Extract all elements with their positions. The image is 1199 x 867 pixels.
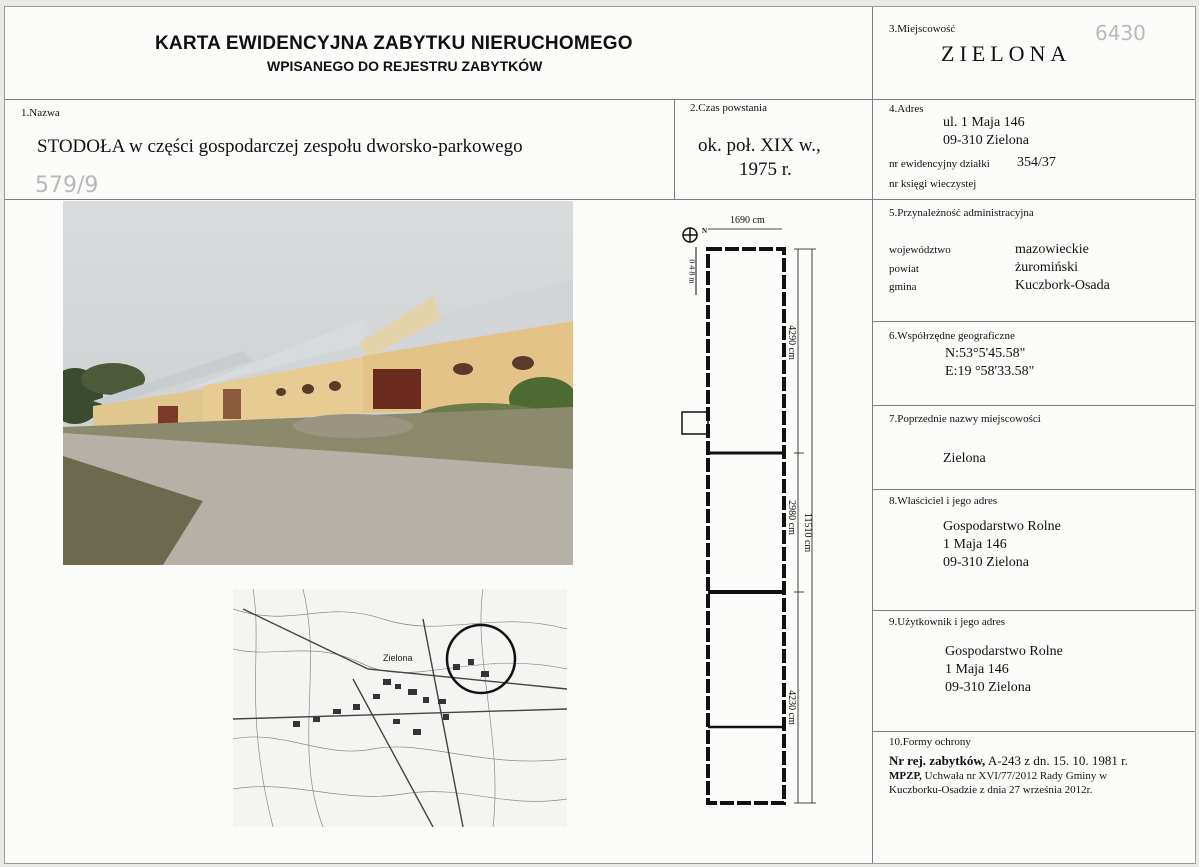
ksiega-label: nr księgi wieczystej xyxy=(889,178,977,190)
uzytkownik-line1: Gospodarstwo Rolne xyxy=(945,644,1063,659)
wojewodztwo-value: mazowieckie xyxy=(1015,242,1089,257)
uzytkownik-line2: 1 Maja 146 xyxy=(945,662,1009,677)
czas-line1: ok. poł. XIX w., xyxy=(698,135,821,156)
map-town-label: Zielona xyxy=(383,653,413,663)
barn-photo xyxy=(63,201,573,565)
plan-seg3-label: 4230 cm xyxy=(785,690,797,725)
dzialka-label: nr ewidencyjny działki xyxy=(889,158,990,170)
miejscowosc-label: 3.Miejscowość xyxy=(889,23,956,35)
plan-seg2-label: 2980 cm xyxy=(785,500,797,535)
plan-total-label: 11510 cm xyxy=(802,512,814,553)
wlasciciel-line3: 09-310 Zielona xyxy=(943,555,1029,570)
formy-mpzp-bold: MPZP, xyxy=(889,770,922,782)
plan-width-label: 1690 cm xyxy=(730,215,765,226)
uzytkownik-line3: 09-310 Zielona xyxy=(945,680,1031,695)
wspolrzedne-label: 6.Współrzędne geograficzne xyxy=(889,330,1015,342)
wlasciciel-label: 8.Właściciel i jego adres xyxy=(889,495,998,507)
location-map xyxy=(233,589,567,827)
card-subtitle: WPISANEGO DO REJESTRU ZABYTKÓW xyxy=(267,58,543,74)
adres-street: ul. 1 Maja 146 xyxy=(943,115,1025,130)
row-divider xyxy=(872,321,1195,322)
czas-line2: 1975 r. xyxy=(739,159,792,180)
czas-label: 2.Czas powstania xyxy=(690,102,767,114)
powiat-label: powiat xyxy=(889,263,919,275)
nazwa-value: STODOŁA w części gospodarczej zespołu dworsko-parkowego xyxy=(37,136,523,157)
row-divider xyxy=(872,731,1195,732)
wlasciciel-line2: 1 Maja 146 xyxy=(943,537,1007,552)
formy-rejestr-text: A-243 z dn. 15. 10. 1981 r. xyxy=(985,753,1128,768)
row-divider xyxy=(872,610,1195,611)
powiat-value: żuromiński xyxy=(1015,260,1078,275)
handwritten-number: 579/9 xyxy=(35,173,99,198)
column-divider xyxy=(872,7,873,863)
adres-label: 4.Adres xyxy=(889,103,924,115)
row-divider xyxy=(872,489,1195,490)
formy-rejestr-bold: Nr rej. zabytków, xyxy=(889,753,986,768)
gmina-value: Kuczbork-Osada xyxy=(1015,278,1110,293)
uzytkownik-label: 9.Użytkownik i jego adres xyxy=(889,616,1006,628)
adres-postal: 09-310 Zielona xyxy=(943,133,1029,148)
card-title: KARTA EWIDENCYJNA ZABYTKU NIERUCHOMEGO xyxy=(155,33,633,54)
floor-plan xyxy=(670,207,835,817)
dzialka-value: 354/37 xyxy=(1017,155,1056,170)
plan-seg1-label: 4290 cm xyxy=(785,325,797,360)
plan-scale-label: 0 4 8 m xyxy=(687,259,697,284)
wojewodztwo-label: województwo xyxy=(889,244,951,256)
formy-rejestr xyxy=(889,753,1128,769)
wlasciciel-line1: Gospodarstwo Rolne xyxy=(943,519,1061,534)
formy-label: 10.Formy ochrony xyxy=(889,736,971,748)
wspolrzedne-n: N:53°5'45.58" xyxy=(945,346,1026,361)
formy-mpzp-line2: Kuczborku-Osadzie z dnia 27 września 2012r. xyxy=(889,784,1093,796)
row-divider xyxy=(872,405,1195,406)
gmina-label: gmina xyxy=(889,281,917,293)
formy-mpzp-text: Uchwała nr XVI/77/2012 Rady Gminy w xyxy=(921,770,1108,782)
row-divider xyxy=(5,99,1195,100)
wspolrzedne-e: E:19 °58'33.58" xyxy=(945,364,1035,379)
column-divider-small xyxy=(674,99,675,199)
plan-north-label: N xyxy=(702,227,708,235)
miejscowosc-value: ZIELONA xyxy=(941,41,1072,66)
nazwa-label: 1.Nazwa xyxy=(21,107,60,119)
poprzednie-label: 7.Poprzednie nazwy miejscowości xyxy=(889,413,1041,425)
poprzednie-value: Zielona xyxy=(943,451,986,466)
przynaleznosc-label: 5.Przynależność administracyjna xyxy=(889,207,1034,219)
handwritten-number: 6430 xyxy=(1095,21,1146,45)
row-divider xyxy=(5,199,1195,200)
record-card xyxy=(4,6,1196,864)
formy-mpzp xyxy=(889,770,1107,782)
